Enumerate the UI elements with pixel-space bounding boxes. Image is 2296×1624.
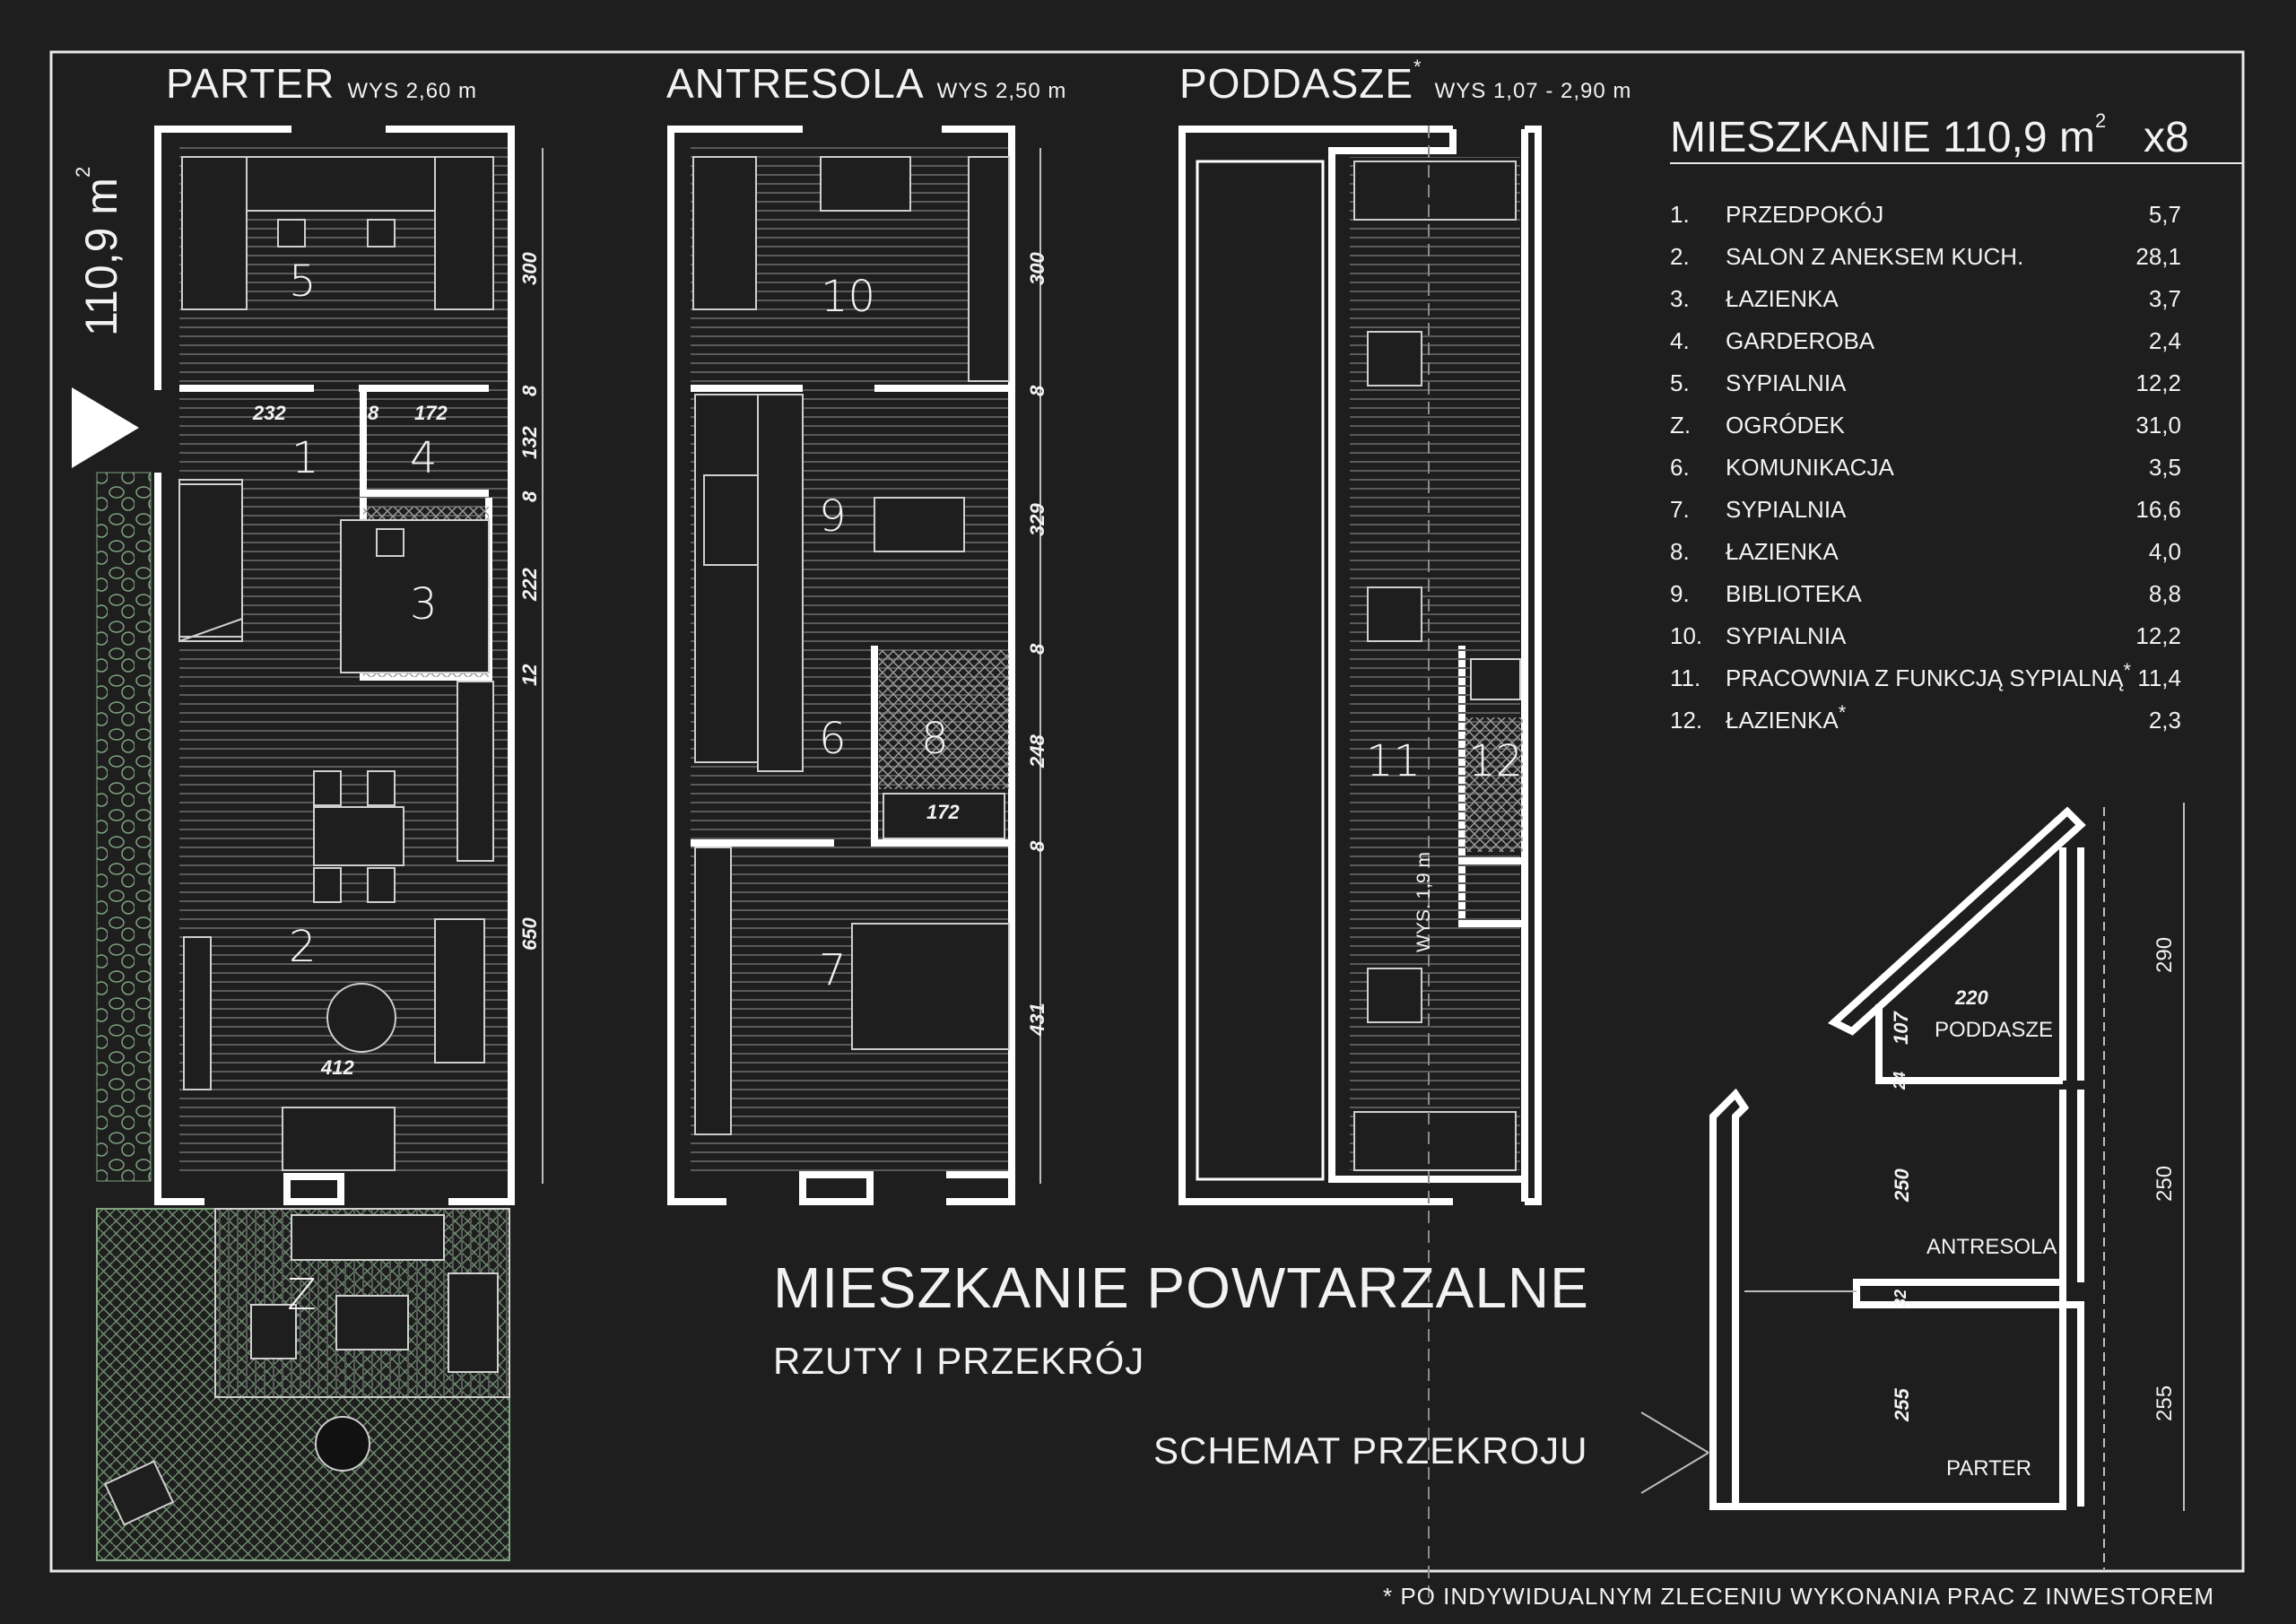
section-right-250: 250: [2152, 1165, 2177, 1202]
legend-row: 11. PRACOWNIA Z FUNKCJĄ SYPIALNĄ* 11,4: [1670, 659, 2181, 691]
legend-row: 4. GARDEROBA 2,4: [1670, 327, 2181, 354]
room-label-12: 12: [1468, 736, 1524, 786]
poddasze-star: *: [1413, 56, 1422, 78]
parter-title: PARTER: [166, 60, 335, 107]
parter-dim-12: 12: [518, 664, 541, 686]
parter-dim-412: 412: [321, 1056, 354, 1079]
room-label-2: 2: [289, 922, 317, 972]
section-label-poddasze: PODDASZE: [1935, 1018, 2054, 1042]
legend-row: 1. PRZEDPOKÓJ 5,7: [1670, 201, 2181, 228]
antresola-dim-8b: 8: [1026, 643, 1048, 655]
room-label-9: 9: [819, 491, 847, 542]
floor-title-parter: [166, 60, 478, 107]
antresola-dim-172: 172: [926, 801, 960, 823]
antresola-dim-300: 300: [1026, 252, 1048, 285]
summary-count: x8: [2144, 114, 2189, 161]
poddasze-height-note: WYS. 1,9 m: [1413, 851, 1434, 952]
footnote: * PO INDYWIDUALNYM ZLECENIU WYKONANIA PRAC Z INWESTOREM: [1383, 1583, 2215, 1610]
room-label-10: 10: [821, 272, 876, 322]
legend-row: 9. BIBLIOTEKA 8,8: [1670, 580, 2181, 607]
summary-heading: [1670, 109, 2107, 161]
section-dim-250: 250: [1891, 1168, 1913, 1202]
legend-row: 12. ŁAZIENKA* 2,3: [1670, 701, 2181, 734]
poddasze-height: WYS 1,07 - 2,90 m: [1434, 79, 1632, 103]
parter-dim-8a: 8: [518, 385, 541, 396]
room-label-6: 6: [819, 714, 847, 764]
parter-dim-222: 222: [518, 568, 541, 601]
section-label-parter: PARTER: [1946, 1456, 2032, 1481]
room-label-11: 11: [1366, 736, 1422, 786]
sub-title: RZUTY I PRZEKRÓJ: [773, 1340, 1145, 1382]
main-title: MIESZKANIE POWTARZALNE: [773, 1255, 1589, 1320]
summary-label: MIESZKANIE 110,9 m: [1670, 114, 2095, 161]
poddasze-title: PODDASZE: [1179, 60, 1414, 107]
legend-row: 10. SYPIALNIA 12,2: [1670, 622, 2181, 649]
antresola-height: WYS 2,50 m: [936, 79, 1067, 103]
legend-row: 5. SYPIALNIA 12,2: [1670, 369, 2181, 396]
legend-row: 6. KOMUNIKACJA 3,5: [1670, 454, 2181, 481]
section-right-255: 255: [2152, 1385, 2177, 1421]
parter-dim-650: 650: [518, 917, 541, 951]
room-label-8: 8: [921, 714, 949, 764]
room-label-z: Z: [287, 1270, 317, 1320]
parter-dim-172: 172: [414, 402, 448, 424]
parter-dim-8: 8: [368, 402, 379, 424]
room-label-3: 3: [410, 579, 438, 630]
antresola-dim-8c: 8: [1026, 840, 1048, 852]
schema-title: SCHEMAT PRZEKROJU: [1153, 1429, 1588, 1472]
legend-row: 8. ŁAZIENKA 4,0: [1670, 538, 2181, 565]
area-vertical-label: [72, 166, 126, 336]
section-label-antresola: ANTRESOLA: [1926, 1235, 2057, 1259]
room-label-1: 1: [291, 433, 319, 483]
section-right-290: 290: [2152, 936, 2177, 973]
legend-row: Z. OGRÓDEK 31,0: [1670, 412, 2181, 439]
antresola-title: ANTRESOLA: [666, 60, 925, 107]
parter-height: WYS 2,60 m: [347, 79, 478, 103]
area-vertical-value: 110,9 m: [76, 178, 126, 336]
garden-plan: [97, 1209, 509, 1560]
poddasze-plan: [1182, 126, 1538, 1605]
section-dim-24: 24: [1891, 1071, 1909, 1090]
room-label-4: 4: [410, 433, 438, 483]
parter-dim-8b: 8: [518, 491, 541, 502]
floor-title-antresola: [666, 60, 1067, 107]
antresola-dim-8a: 8: [1026, 385, 1048, 396]
section-dim-255: 255: [1891, 1388, 1913, 1421]
antresola-dim-248: 248: [1026, 734, 1048, 768]
parter-dim-132: 132: [518, 426, 541, 459]
parter-dim-300: 300: [518, 252, 541, 285]
antresola-dim-431: 431: [1026, 1003, 1048, 1036]
area-vertical-sup: 2: [72, 166, 94, 178]
legend-row: 7. SYPIALNIA 16,6: [1670, 496, 2181, 523]
legend-row: 2. SALON Z ANEKSEM KUCH. 28,1: [1670, 243, 2181, 270]
entrance-arrow-icon: [72, 387, 139, 468]
section-dim-107: 107: [1890, 1012, 1912, 1045]
summary-underline: [1670, 162, 2244, 164]
summary-sup: 2: [2094, 109, 2107, 132]
room-label-5: 5: [289, 256, 317, 307]
room-label-7: 7: [819, 945, 847, 995]
section-dim-220: 220: [1955, 986, 1988, 1009]
legend-row: 3. ŁAZIENKA 3,7: [1670, 285, 2181, 312]
section-dim-32: 32: [1892, 1289, 1909, 1307]
parter-dim-232: 232: [253, 402, 286, 424]
floor-title-poddasze: [1179, 56, 1632, 107]
antresola-dim-329: 329: [1026, 503, 1048, 536]
